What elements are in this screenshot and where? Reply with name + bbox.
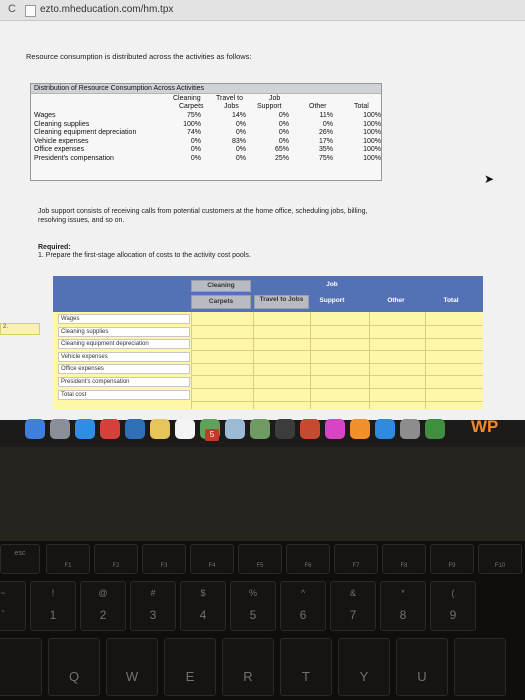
key-number[interactable]: & 7 [330,581,376,631]
distribution-cell: 100% [183,120,201,128]
reload-icon[interactable]: C [8,3,16,15]
allocation-input-cell[interactable] [192,352,252,363]
key-letter[interactable]: T [280,638,332,696]
allocation-input-cell[interactable] [192,390,252,401]
col-head-support: Support [257,103,282,110]
distribution-cell: 75% [318,155,333,162]
url-text[interactable]: ezto.mheducation.com/hm.tpx [40,4,174,15]
key-fn[interactable]: F10 [478,544,522,574]
col-head-job: Job [269,95,281,102]
distribution-cell: 0% [235,120,246,128]
distribution-table-header [31,84,381,94]
instruction-text: 1. Prepare the first-stage allocation of costs to the activity cost pools. [38,252,251,259]
dock-text: WP [471,417,499,436]
distribution-cell: 35% [318,146,333,154]
ibooks-icon[interactable] [350,419,370,439]
allocation-input-cell[interactable] [426,364,482,375]
allocation-input-cell[interactable] [426,339,482,350]
distribution-cell: 100% [363,137,381,145]
key-fn[interactable]: F6 [286,544,330,574]
allocation-row-label: Cleaning supplies [58,327,190,337]
alloc-head-support: Support [319,297,345,304]
key-letter[interactable]: E [164,638,216,696]
distribution-row-label: Office expenses [34,146,85,154]
maps-icon[interactable] [250,419,270,439]
itunes-icon[interactable] [325,419,345,439]
distribution-cell: 83% [231,137,246,145]
col-head-travel: Travel to [216,95,243,102]
key-fn[interactable]: F8 [382,544,426,574]
distribution-cell: 0% [322,120,333,128]
facetime-icon[interactable] [275,419,295,439]
allocation-input-cell[interactable] [254,314,309,325]
key-fn[interactable]: F1 [46,544,90,574]
allocation-row-label: Vehicle expenses [58,352,190,362]
key-letter[interactable]: Y [338,638,390,696]
key-fn[interactable]: F4 [190,544,234,574]
allocation-input-cell[interactable] [426,352,482,363]
distribution-cell: 0% [235,129,246,137]
notes-icon[interactable] [150,419,170,439]
distribution-row-label: President's compensation [34,155,114,162]
distribution-row-label: Cleaning equipment depreciation [34,129,137,137]
key-fn[interactable]: F9 [430,544,474,574]
distribution-cell: 0% [278,129,289,137]
key-letter[interactable] [454,638,506,696]
allocation-row-label: President's compensation [58,377,190,387]
question-marker[interactable]: 2. [0,323,40,335]
page-content [0,21,525,420]
allocation-input-cell[interactable] [426,390,482,401]
allocation-row-label: Wages [58,314,190,324]
distribution-cell: 0% [190,155,201,162]
distribution-row-label: Cleaning supplies [34,120,90,128]
distribution-cell: 25% [274,155,289,162]
allocation-input-cell[interactable] [311,327,368,338]
col-head-cleaning: Cleaning [173,95,201,102]
distribution-cell: 0% [278,137,289,145]
distribution-table [30,83,382,181]
allocation-row-label: Office expenses [58,364,190,374]
allocation-input-cell[interactable] [311,364,368,375]
allocation-input-cell[interactable] [254,339,309,350]
intro-text: Resource consumption is distributed across the activities as follows: [26,52,252,61]
key-letter[interactable] [0,638,42,696]
allocation-input-cell[interactable] [192,339,252,350]
key-number[interactable]: * 8 [380,581,426,631]
allocation-input-cell[interactable] [311,352,368,363]
finder-icon[interactable] [25,419,45,439]
distribution-cell: 75% [186,112,201,119]
distribution-cell: 0% [278,112,289,119]
allocation-input-cell[interactable] [311,314,368,325]
alloc-head-total: Total [443,297,459,304]
distribution-table-title: Distribution of Resource Consumption Across Activities [34,85,205,92]
key-esc[interactable]: esc [0,544,40,574]
chrome-icon[interactable] [100,419,120,439]
allocation-input-cell[interactable] [254,390,309,401]
allocation-input-cell[interactable] [254,377,309,388]
alloc-head-cleaning: Cleaning [191,280,251,292]
allocation-input-cell[interactable] [370,377,424,388]
distribution-cell: 74% [186,129,201,137]
distribution-cell: 26% [318,129,333,137]
distribution-cell: 100% [363,129,381,137]
col-head-jobs: Jobs [224,103,239,110]
col-head-other: Other [309,103,327,110]
allocation-row-label: Cleaning equipment depreciation [58,339,190,349]
allocation-input-cell[interactable] [370,390,424,401]
dock [25,419,500,447]
allocation-input-cell[interactable] [311,339,368,350]
distribution-cell: 100% [363,146,381,154]
allocation-input-cell[interactable] [370,314,424,325]
allocation-input-cell[interactable] [192,377,252,388]
alloc-head-travel: Travel to Jobs [254,295,309,309]
allocation-input-cell[interactable] [192,314,252,325]
alloc-head-job: Job [326,281,338,288]
allocation-input-cell[interactable] [254,352,309,363]
excel-icon[interactable] [425,419,445,439]
col-head-carpets: Carpets [179,103,204,110]
distribution-cell: 0% [190,137,201,145]
allocation-row-label: Total cost [58,390,190,400]
key-letter[interactable]: W [106,638,158,696]
key-number[interactable]: ~ ` [0,581,26,631]
calendar-icon[interactable] [175,419,195,439]
allocation-input-cell[interactable] [192,327,252,338]
distribution-cell: 0% [190,146,201,154]
distribution-cell: 0% [235,155,246,162]
key-number[interactable]: $ 4 [180,581,226,631]
key-number[interactable]: ^ 6 [280,581,326,631]
distribution-cell: 100% [363,120,381,128]
key-number[interactable]: # 3 [130,581,176,631]
allocation-input-cell[interactable] [192,364,252,375]
laptop-bezel [0,447,525,541]
alloc-head-other: Other [387,297,405,304]
distribution-cell: 65% [274,146,289,154]
required-label: Required: [38,244,71,251]
key-fn[interactable]: F7 [334,544,378,574]
row-divider [191,401,483,402]
preview-icon[interactable] [225,419,245,439]
key-fn[interactable]: F3 [142,544,186,574]
alloc-head-carpets: Carpets [191,295,251,309]
allocation-input-cell[interactable] [426,314,482,325]
distribution-cell: 100% [363,112,381,119]
distribution-row-label: Vehicle expenses [34,137,89,145]
launchpad-icon[interactable] [50,419,70,439]
key-number[interactable]: ( 9 [430,581,476,631]
allocation-input-cell[interactable] [370,364,424,375]
distribution-cell: 0% [278,120,289,128]
allocation-table-header [53,276,483,312]
browser-address-bar[interactable] [0,0,525,21]
key-letter[interactable]: Q [48,638,100,696]
allocation-input-cell[interactable] [426,327,482,338]
allocation-table [53,276,483,409]
key-fn[interactable]: F2 [94,544,138,574]
allocation-input-cell[interactable] [254,364,309,375]
books-icon[interactable] [300,419,320,439]
distribution-cell: 17% [318,137,333,145]
allocation-input-cell[interactable] [311,390,368,401]
key-number[interactable]: ! 1 [30,581,76,631]
appstore-icon[interactable] [375,419,395,439]
distribution-cell: 0% [235,146,246,154]
allocation-input-cell[interactable] [311,377,368,388]
allocation-input-cell[interactable] [254,327,309,338]
allocation-input-cell[interactable] [370,327,424,338]
job-support-note: Job support consists of receiving calls from potential customers at the home office, scheduling jobs, billing, resolving issues, and so on. [38,208,368,224]
allocation-input-cell[interactable] [370,339,424,350]
key-number[interactable]: @ 2 [80,581,126,631]
distribution-cell: 14% [231,112,246,119]
photo-icon[interactable] [125,419,145,439]
dock-badge: 5 [205,429,219,441]
distribution-cell: 100% [363,155,381,162]
key-letter[interactable]: R [222,638,274,696]
preferences-icon[interactable] [400,419,420,439]
keyboard [0,541,525,700]
distribution-row-label: Wages [34,112,56,119]
col-head-total: Total [354,103,369,110]
key-letter[interactable]: U [396,638,448,696]
allocation-input-cell[interactable] [370,352,424,363]
key-fn[interactable]: F5 [238,544,282,574]
safari-icon[interactable] [75,419,95,439]
allocation-input-cell[interactable] [426,377,482,388]
key-number[interactable]: % 5 [230,581,276,631]
mouse-cursor-icon: ➤ [484,172,495,186]
distribution-cell: 11% [319,112,333,119]
page-icon [25,5,36,17]
